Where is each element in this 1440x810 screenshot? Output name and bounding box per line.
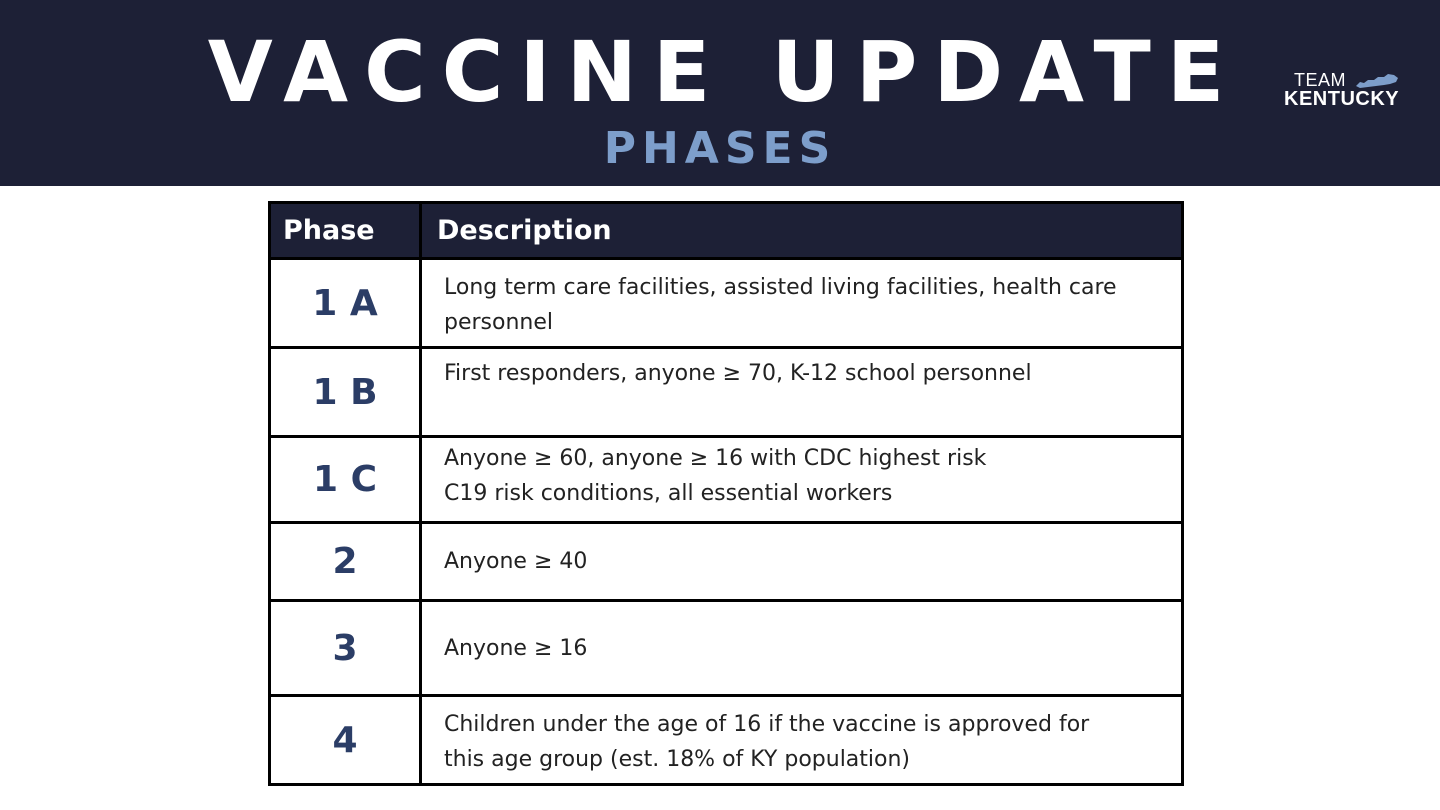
phase-description xyxy=(444,441,1144,511)
table-row xyxy=(271,521,1181,599)
column-divider xyxy=(419,204,422,783)
phase-description xyxy=(444,270,1144,340)
description-line: this age group (est. 18% of KY population) xyxy=(444,747,911,772)
phase-description xyxy=(444,707,1144,777)
phase-description xyxy=(444,356,1144,391)
description-line: personnel xyxy=(444,310,554,335)
phase-label: 3 xyxy=(332,627,358,669)
column-header-phase: Phase xyxy=(283,215,375,246)
phase-label: 4 xyxy=(332,719,358,761)
description-line: Anyone ≥ 40 xyxy=(444,549,588,574)
page-subtitle: PHASES xyxy=(603,123,837,174)
table-row xyxy=(271,599,1181,694)
description-line: Children under the age of 16 if the vaccine is approved for xyxy=(444,712,1090,737)
description-line: First responders, anyone ≥ 70, K-12 school personnel xyxy=(444,361,1032,386)
logo-team-text: TEAM xyxy=(1294,70,1347,90)
table-row xyxy=(271,694,1181,783)
description-line: Anyone ≥ 16 xyxy=(444,635,588,661)
logo-kentucky-text: KENTUCKY xyxy=(1284,88,1400,110)
phase-label: 1 C xyxy=(312,459,377,500)
table-row xyxy=(271,435,1181,521)
phase-label: 1 A xyxy=(312,282,378,324)
description-line: Long term care facilities, assisted living facilities, health care xyxy=(444,275,1117,300)
phase-label: 2 xyxy=(332,541,358,582)
phase-description xyxy=(444,524,1144,599)
table-row xyxy=(271,346,1181,435)
phases-table xyxy=(268,201,1184,786)
phase-label: 1 B xyxy=(312,371,378,413)
team-kentucky-logo xyxy=(1276,70,1406,114)
table-row xyxy=(271,257,1181,346)
header-banner xyxy=(0,0,1440,186)
description-line: Anyone ≥ 60, anyone ≥ 16 with CDC highest risk xyxy=(444,446,987,471)
column-header-description: Description xyxy=(437,215,612,246)
description-line: C19 risk conditions, all essential workers xyxy=(444,481,893,506)
phase-description xyxy=(444,602,1144,694)
page-title: VACCINE UPDATE xyxy=(207,23,1241,121)
table-header xyxy=(271,204,1181,257)
